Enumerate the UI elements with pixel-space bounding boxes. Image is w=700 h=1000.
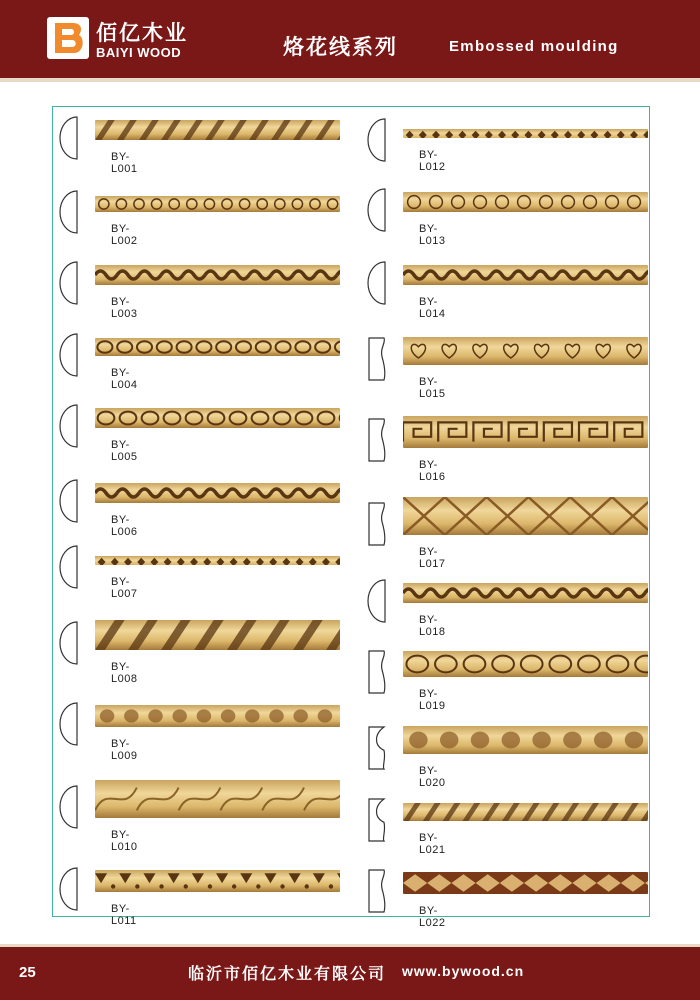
series-title-en: Embossed moulding bbox=[449, 38, 619, 55]
ogee-profile-icon bbox=[366, 336, 388, 386]
company-name: 临沂市佰亿木业有限公司 bbox=[188, 961, 386, 984]
product-code: BY-L005 bbox=[111, 439, 137, 463]
moulding-strip-circles bbox=[403, 192, 648, 212]
half-round-profile-icon bbox=[58, 784, 80, 834]
product-code: BY-L021 bbox=[419, 832, 445, 856]
half-round-profile-icon bbox=[366, 187, 388, 237]
moulding-strip-braid bbox=[95, 265, 340, 285]
website-link[interactable]: www.bywood.cn bbox=[402, 963, 524, 979]
moulding-strip-lattice bbox=[403, 497, 648, 535]
half-round-profile-icon bbox=[58, 115, 80, 165]
moulding-strip-triangles bbox=[95, 870, 340, 892]
product-code: BY-L012 bbox=[419, 149, 445, 173]
moulding-strip-chain bbox=[95, 408, 340, 428]
moulding-strip-ovals-large bbox=[403, 651, 648, 677]
moulding-strip-rope bbox=[403, 803, 648, 821]
moulding-strip-greek-key bbox=[403, 416, 648, 448]
moulding-strip-hearts bbox=[403, 337, 648, 365]
half-round-profile-icon bbox=[58, 332, 80, 382]
product-code: BY-L011 bbox=[111, 903, 137, 927]
product-code: BY-L008 bbox=[111, 661, 137, 685]
moulding-strip-scroll bbox=[95, 483, 340, 503]
product-code: BY-L015 bbox=[419, 376, 445, 400]
product-code: BY-L006 bbox=[111, 514, 137, 538]
half-round-profile-icon bbox=[58, 260, 80, 310]
half-round-profile-icon bbox=[58, 189, 80, 239]
ogee-profile-icon bbox=[366, 501, 388, 551]
moulding-strip-scroll bbox=[403, 583, 648, 603]
half-round-profile-icon bbox=[58, 866, 80, 916]
product-code: BY-L007 bbox=[111, 576, 137, 600]
brand-name-cn: 佰亿木业 bbox=[96, 17, 188, 47]
page-footer bbox=[0, 944, 700, 1000]
product-code: BY-L019 bbox=[419, 688, 445, 712]
half-round-profile-icon bbox=[58, 403, 80, 453]
moulding-strip-ovals bbox=[95, 338, 340, 356]
product-code: BY-L017 bbox=[419, 546, 445, 570]
half-round-profile-icon bbox=[58, 620, 80, 670]
moulding-strip-beads bbox=[403, 726, 648, 754]
product-code: BY-L018 bbox=[419, 614, 445, 638]
moulding-strip-acanthus bbox=[95, 780, 340, 818]
product-code: BY-L001 bbox=[111, 151, 137, 175]
moulding-strip-beads bbox=[95, 705, 340, 727]
product-code: BY-L002 bbox=[111, 223, 137, 247]
baiyi-logo-icon bbox=[47, 17, 89, 59]
moulding-strip-rings bbox=[95, 196, 340, 212]
cove-profile-icon bbox=[366, 725, 388, 775]
half-round-profile-icon bbox=[58, 544, 80, 594]
half-round-profile-icon bbox=[366, 578, 388, 628]
product-code: BY-L010 bbox=[111, 829, 137, 853]
product-code: BY-L004 bbox=[111, 367, 137, 391]
page-number: 25 bbox=[19, 964, 36, 981]
series-title-cn: 烙花线系列 bbox=[283, 31, 398, 61]
product-code: BY-L014 bbox=[419, 296, 445, 320]
moulding-strip-wave bbox=[403, 265, 648, 285]
ogee-profile-icon bbox=[366, 868, 388, 918]
half-round-profile-icon bbox=[58, 478, 80, 528]
moulding-strip-diamond-dots bbox=[95, 553, 340, 565]
half-round-profile-icon bbox=[58, 701, 80, 751]
product-code: BY-L003 bbox=[111, 296, 137, 320]
moulding-strip-rope bbox=[95, 620, 340, 650]
product-code: BY-L013 bbox=[419, 223, 445, 247]
moulding-strip-diamonds bbox=[403, 872, 648, 894]
ogee-profile-icon bbox=[366, 417, 388, 467]
product-code: BY-L009 bbox=[111, 738, 137, 762]
page-header bbox=[0, 0, 700, 82]
half-round-profile-icon bbox=[366, 117, 388, 167]
moulding-strip-diamond-line bbox=[403, 126, 648, 138]
brand-name-en: BAIYI WOOD bbox=[96, 45, 181, 60]
cove-profile-icon bbox=[366, 797, 388, 847]
product-code: BY-L016 bbox=[419, 459, 445, 483]
moulding-strip-twist bbox=[95, 120, 340, 140]
half-round-profile-icon bbox=[366, 260, 388, 310]
product-code: BY-L022 bbox=[419, 905, 445, 929]
product-code: BY-L020 bbox=[419, 765, 445, 789]
ogee-profile-icon bbox=[366, 649, 388, 699]
